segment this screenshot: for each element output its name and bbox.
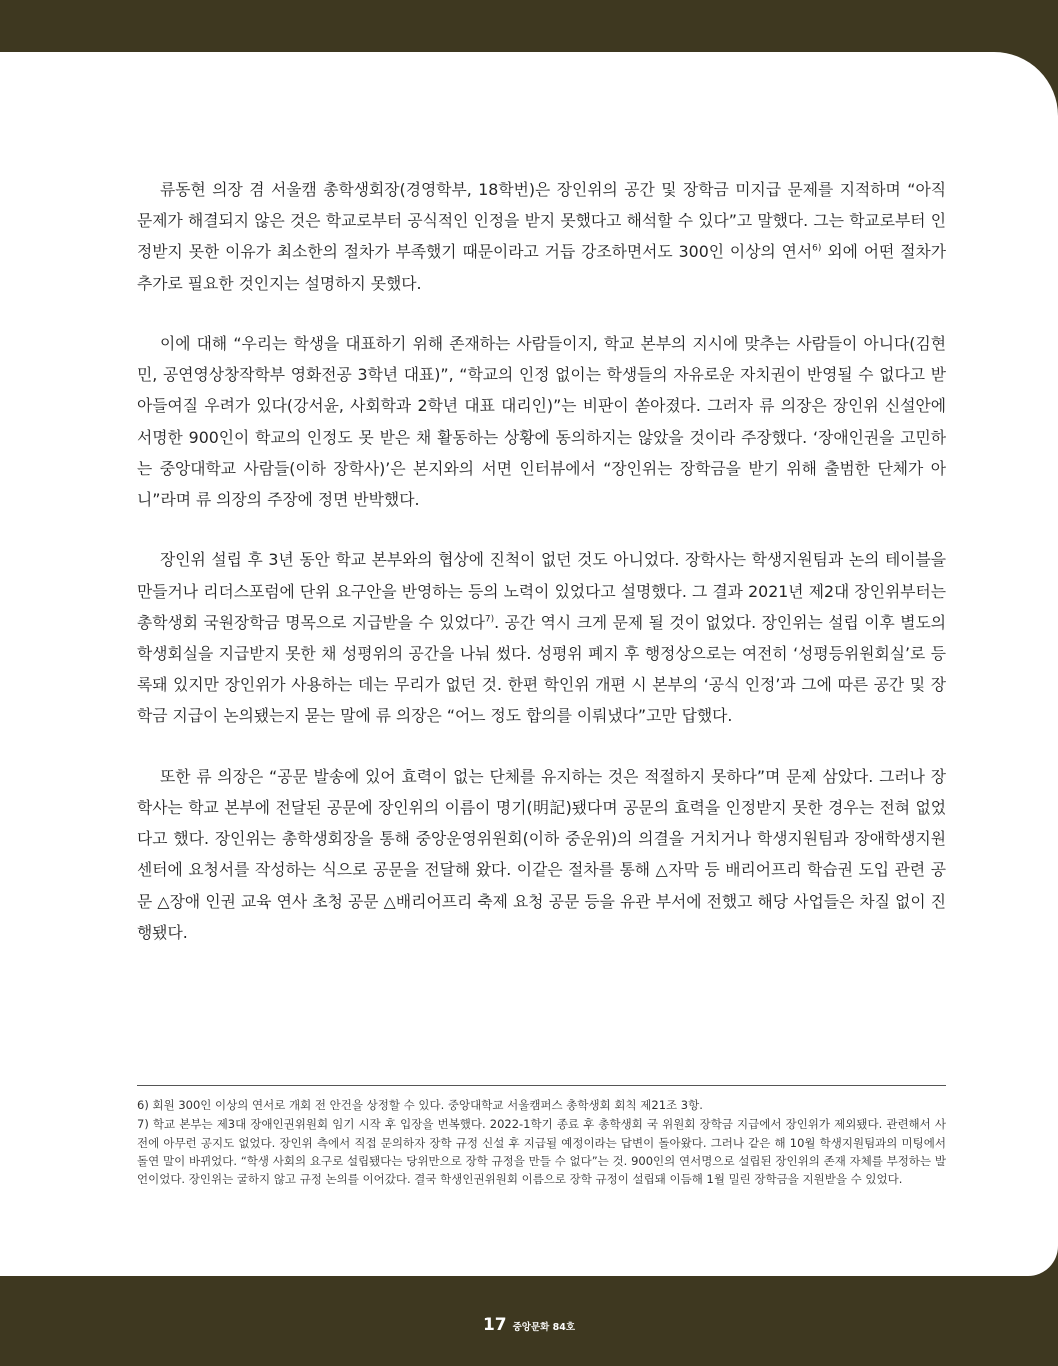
page-sheet	[0, 52, 1058, 1276]
footnote-ref-6: 6)	[812, 244, 822, 255]
footnote-6: 6) 회원 300인 이상의 연서로 개회 전 안건을 상정할 수 있다. 중앙대학교 서울캠퍼스 총학생회 회칙 제21조 3항.	[137, 1098, 703, 1112]
footnote-ref-7: 7)	[484, 614, 495, 625]
paragraph-text: 류동현 의장 겸 서울캠 총학생회장(경영학부, 18학번)은 장인위의 공간 및 장학금 미지급 문제를 지적하며 “아직 문제가 해결되지 않은 것은 학교로부터 공식적인 인정을 받지 못했다고 해석할 수 있다”고 말했다. 그는 학교로부터 인정받지 못한 이유가 최소한의 절차가 부족했기 때문이라고 거듭 강조하면서도 300인 이상의 연서	[137, 180, 946, 262]
paragraph-text: 장인위 설립 후 3년 동안 학교 본부와의 협상에 진척이 없던 것도 아니었다. 장학사는 학생지원팀과 논의 테이블을 만들거나 리더스포럼에 단위 요구안을 반영하는 등의 노력이 있었다고 설명했다. 그 결과 2021년 제2대 장인위부터는 총학생회 국원장학금 명목으로 지급받을 수 있었다	[137, 550, 946, 632]
page-number: 17	[482, 1315, 507, 1335]
paragraph-1	[137, 174, 946, 299]
article-body	[137, 174, 946, 977]
paragraph-text: . 공간 역시 크게 문제 될 것이 없었다. 장인위는 설립 이후 별도의 학생회실을 지급받지 못한 채 성평위의 공간을 나눠 썼다. 성평위 폐지 후 행정상으로는 여전히 ‘성평등위원회실’로 등록돼 있지만 장인위가 사용하는 데는 무리가 없던 것. 한편 학인위 개편 시 본부의 ‘공식 인정’과 그에 따른 공간 및 장학금 지급이 논의됐는지 묻는 말에 류 의장은 “어느 정도 합의를 이뤄냈다”고만 답했다.	[137, 612, 946, 726]
footnote-divider	[137, 1085, 946, 1086]
paragraph-text: 외에 어떤 절차가 추가로 필요한 것인지는 설명하지 못했다.	[137, 242, 946, 293]
paragraph-2	[137, 328, 946, 515]
page-footer	[0, 1276, 1058, 1366]
paragraph-3	[137, 544, 946, 731]
paragraph-text: 이에 대해 “우리는 학생을 대표하기 위해 존재하는 사람들이지, 학교 본부의 지시에 맞추는 사람들이 아니다(김현민, 공연영상창작학부 영화전공 3학년 대표)”, “학교의 인정 없이는 학생들의 자유로운 자치권이 반영될 수 없다고 받아들여질 우려가 있다(강서윤, 사회학과 2학년 대표 대리인)”는 비판이 쏟아졌다. 그러자 류 의장은 장인위 신설안에 서명한 900인이 학교의 인정도 못 받은 채 활동하는 상황에 동의하지는 않았을 것이라 주장했다. ‘장애인권을 고민하는 중앙대학교 사람들(이하 장학사)’은 본지와의 서면 인터뷰에서 “장인위는 장학금을 받기 위해 출범한 단체가 아니”라며 류 의장의 주장에 정면 반박했다.	[137, 334, 946, 510]
publication-name: 중앙문화 84호	[512, 1322, 576, 1333]
footnotes	[137, 1096, 946, 1189]
paragraph-text: 또한 류 의장은 “공문 발송에 있어 효력이 없는 단체를 유지하는 것은 적절하지 못하다”며 문제 삼았다. 그러나 장학사는 학교 본부에 전달된 공문에 장인위의 이름이 명기(明記)됐다며 공문의 효력을 인정받지 못한 경우는 전혀 없었다고 했다. 장인위는 총학생회장을 통해 중앙운영위원회(이하 중운위)의 의결을 거치거나 학생지원팀과 장애학생지원센터에 요청서를 작성하는 식으로 공문을 전달해 왔다. 이같은 절차를 통해 △자막 등 배리어프리 학습권 도입 관련 공문 △장애 인권 교육 연사 초청 공문 △배리어프리 축제 요청 공문 등을 유관 부서에 전했고 해당 사업들은 차질 없이 진행됐다.	[137, 766, 946, 942]
footnote-7: 7) 학교 본부는 제3대 장애인권위원회 임기 시작 후 입장을 번복했다. 2022-1학기 종료 후 총학생회 국 위원회 장학금 지급에서 장인위가 제외됐다. 관련해서 사전에 아무런 공지도 없었다. 장인위 측에서 직접 문의하자 장학 규정 신설 후 지급될 예정이라는 답변이 돌아왔다. 그러나 같은 해 10월 학생지원팀과의 미팅에서 돌연 말이 바뀌었다. “학생 사회의 요구로 설립됐다는 당위만으로 장학 규정을 만들 수 없다”는 것. 900인의 연서명으로 설립된 장인위의 존재 자체를 부정하는 발언이었다. 장인위는 굴하지 않고 규정 논의를 이어갔다. 결국 학생인권위원회 이름으로 장학 규정이 설립돼 이듬해 1월 밀린 장학금을 지원받을 수 있었다.	[137, 1117, 946, 1187]
paragraph-4	[137, 761, 946, 948]
